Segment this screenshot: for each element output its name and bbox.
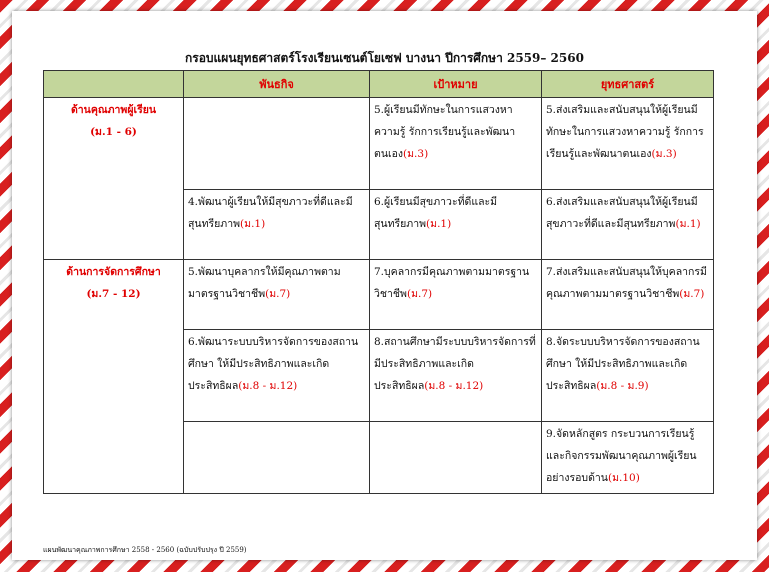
document-title: กรอบแผนยุทธศาสตร์โรงเรียนเซนต์โยเซฟ บางนา ปีการศึกษา 2559– 2560 (185, 51, 584, 65)
cell-text: 9.จัดหลักสูตร กระบวนการเรียนรู้และกิจกรรมพัฒนาคุณภาพผู้เรียนอย่างรอบด้าน (546, 428, 697, 484)
indicator-ref: (ม.7) (265, 288, 291, 300)
strategy-cell (542, 190, 714, 260)
cell-text: 8.จัดระบบบริหารจัดการของสถานศึกษา ให้มีประสิทธิภาพและเกิดประสิทธิผล (546, 336, 700, 392)
aspect-range: (ม.7 - 12) (86, 288, 141, 300)
goal-cell (370, 422, 542, 494)
document-footer: แผนพัฒนาคุณภาพการศึกษา 2558 - 2560 (ฉบับปรับปรุง ปี 2559) (43, 546, 247, 554)
aspect-label: ด้านการจัดการศึกษา (66, 266, 161, 278)
mission-cell (184, 422, 370, 494)
indicator-ref: (ม.1) (240, 218, 266, 230)
cell-text: 6.ส่งเสริมและสนับสนุนให้ผู้เรียนมีสุขภาวะที่ดีและมีสุนทรียภาพ (546, 196, 698, 230)
indicator-ref: (ม.1) (426, 218, 452, 230)
document-page (12, 11, 757, 560)
indicator-ref: (ม.7) (406, 288, 433, 300)
cell-text: 4.พัฒนาผู้เรียนให้มีสุขภาวะที่ดีและมีสุนทรียภาพ (188, 196, 353, 230)
strategy-cell (542, 330, 714, 422)
indicator-ref: (ม.8 - ม.12) (238, 380, 298, 392)
indicator-ref: (ม.8 - ม.12) (424, 380, 484, 392)
strategy-cell (542, 422, 714, 494)
mission-cell (184, 190, 370, 260)
indicator-ref: (ม.8 - ม.9) (596, 380, 649, 392)
goal-cell (370, 190, 542, 260)
mission-cell (184, 330, 370, 422)
indicator-ref: (ม.1) (675, 218, 701, 230)
cell-text: 6.พัฒนาระบบบริหารจัดการของสถานศึกษา ให้มีประสิทธิภาพและเกิดประสิทธิผล (188, 336, 359, 392)
indicator-ref: (ม.3) (651, 148, 677, 160)
indicator-ref: (ม.7) (679, 288, 705, 300)
table-row (44, 260, 714, 330)
mission-cell (184, 98, 370, 190)
cell-text: 7.บุคลากรมีคุณภาพตามมาตรฐานวิชาชีพ (374, 266, 530, 300)
cell-text: 5.พัฒนาบุคลากรให้มีคุณภาพตามมาตรฐานวิชาชีพ (188, 266, 341, 300)
aspect-cell (44, 98, 184, 260)
cell-text: 5.ผู้เรียนมีทักษะในการแสวงหาความรู้ รักการเรียนรู้และพัฒนาตนเอง (374, 104, 516, 160)
header-mission: พันธกิจ (184, 71, 370, 98)
goal-cell (370, 98, 542, 190)
cell-text: 7.ส่งเสริมและสนับสนุนให้บุคลากรมีคุณภาพตามมาตรฐานวิชาชีพ (546, 266, 707, 300)
aspect-cell (44, 260, 184, 494)
strategy-cell (542, 260, 714, 330)
strategy-cell (542, 98, 714, 190)
strategy-table (43, 70, 714, 494)
header-strategy: ยุทธศาสตร์ (542, 71, 714, 98)
aspect-label: ด้านคุณภาพผู้เรียน (70, 104, 157, 116)
goal-cell (370, 330, 542, 422)
table-row (44, 98, 714, 190)
header-aspect (44, 71, 184, 98)
cell-text: 6.ผู้เรียนมีสุขภาวะที่ดีและมีสุนทรียภาพ (374, 196, 498, 230)
header-goal: เป้าหมาย (370, 71, 542, 98)
mission-cell (184, 260, 370, 330)
indicator-ref: (ม.3) (403, 148, 429, 160)
table-header-row (44, 71, 714, 98)
indicator-ref: (ม.10) (608, 472, 640, 484)
aspect-range: (ม.1 - 6) (90, 126, 137, 138)
goal-cell (370, 260, 542, 330)
cell-text: 8.สถานศึกษามีระบบบริหารจัดการที่มีประสิทธิภาพและเกิดประสิทธิผล (374, 336, 536, 392)
cell-text: 5.ส่งเสริมและสนับสนุนให้ผู้เรียนมีทักษะในการแสวงหาความรู้ รักการเรียนรู้และพัฒนาตนเอง (546, 104, 704, 160)
